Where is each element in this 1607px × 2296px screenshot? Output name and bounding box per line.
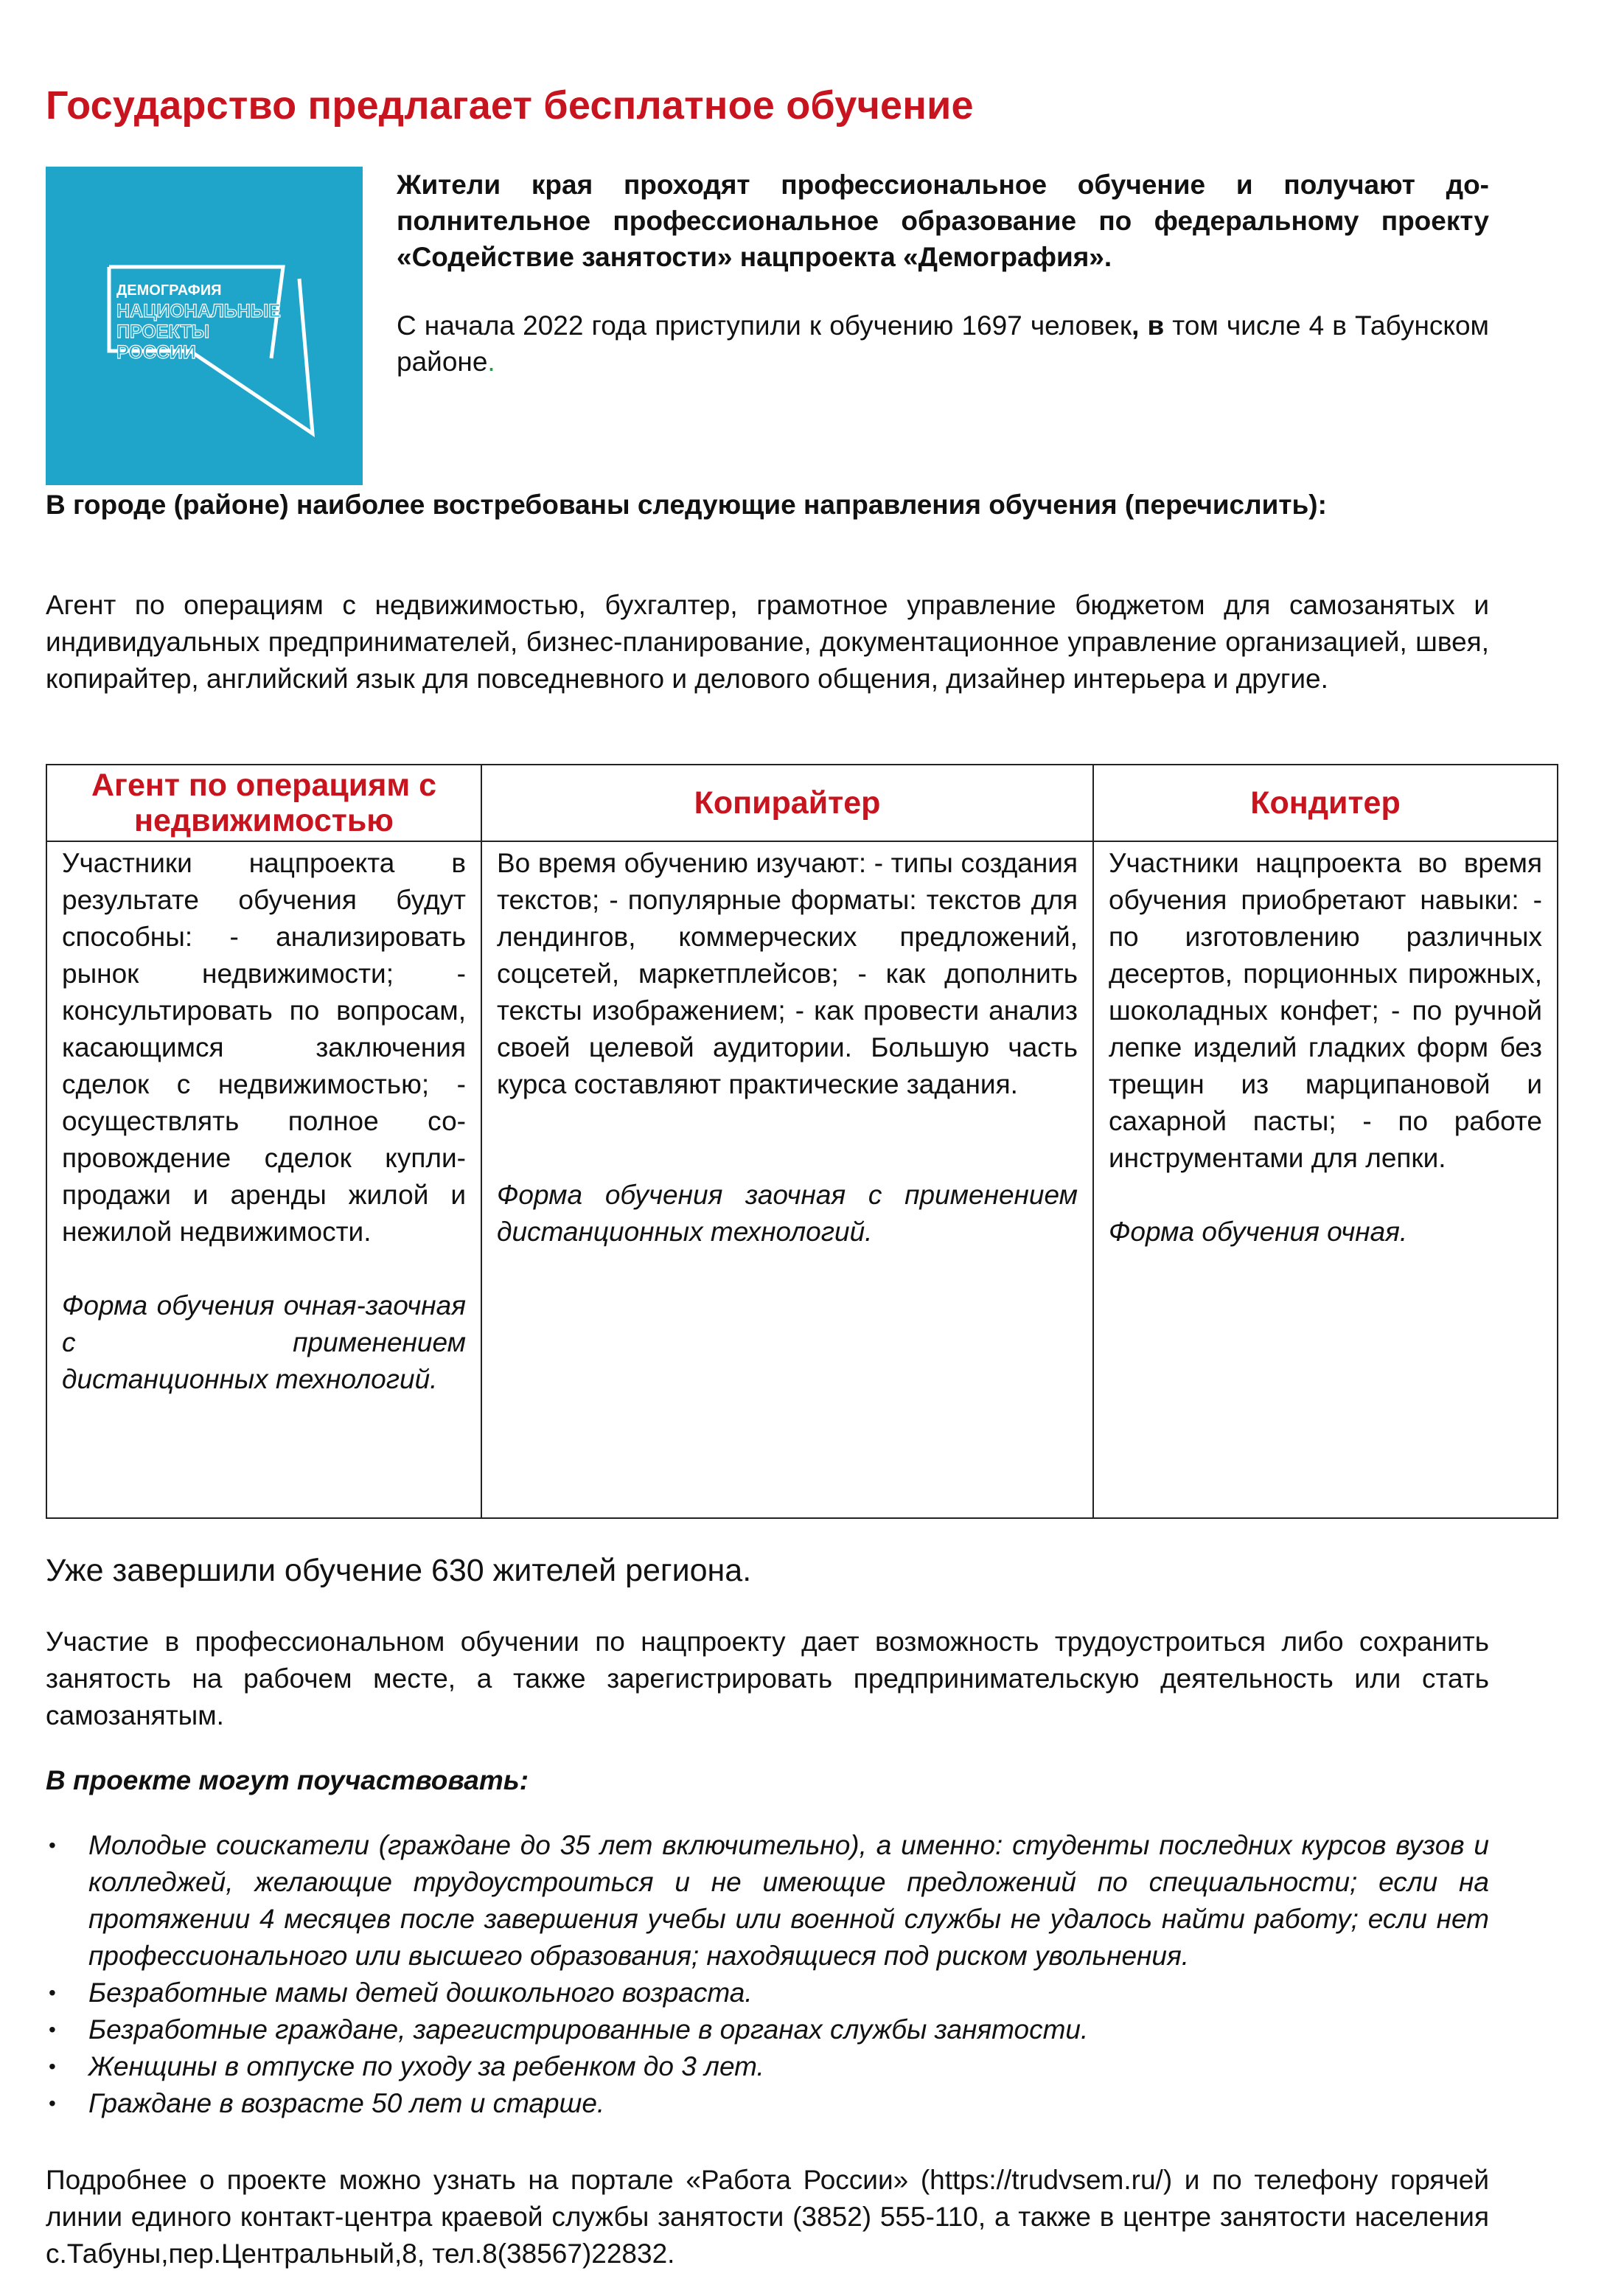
list-item-text: Женщины в отпуске по уходу за ребенком до 3 лет.	[88, 2051, 764, 2081]
bullet-icon: •	[49, 2018, 56, 2041]
cell-confectioner	[1093, 841, 1558, 1518]
benefit-paragraph: Участие в профессиональном обучении по нацпроекту дает возможность трудоустроиться либо сохранить занятость на рабочем месте, а также зарегистрировать предпринимательскую деятельность или стать самозанятым.	[46, 1627, 1489, 1730]
bullet-icon: •	[49, 2055, 56, 2078]
logo-line-1: НАЦИОНАЛЬНЫЕ	[116, 301, 281, 321]
cell-copywriter	[481, 841, 1093, 1518]
list-item-text: Граждане в возрасте 50 лет и старше.	[88, 2088, 605, 2118]
directions-heading: В городе (районе) наиболее востребованы следующие направления обучения (перечислить):	[46, 490, 1327, 520]
table-header-row	[46, 765, 1558, 841]
copywriter-description: Во время обучению изучают: - типы создания текстов; - популярные форматы: текстов для лендингов, коммерческих предложений, соцсетей, маркетплейсов; - как дополнить тексты изображением; - как провести анализ своей целевой аудитории. Большую часть курса составляют практические задания.	[497, 848, 1078, 1099]
confectioner-description: Участники нацпроекта во время обучения приобретают навыки: - по изготовлению различных десертов, порционных пирожных, шоколадных конфет; - по ручной лепке изделий гладких форм без трещин из марципановой и сахарной пасты; - по работе инструментами для лепки.	[1109, 848, 1542, 1173]
header-copywriter: Копирайтер	[481, 765, 1093, 841]
intro-block	[397, 167, 1489, 412]
list-item-text: Молодые соискатели (граждане до 35 лет включительно), а именно: студенты последних курсов вузов и колледжей, желающие трудоустроиться и не имеющие предложений по специальности; если на протяжении 4 месяцев после завершения учебы или военной службы не удалось найти работу; если нет профессионального или высшего образования; находящиеся под риском увольнения.	[88, 1830, 1489, 1971]
logo-small-text: ДЕМОГРАФИЯ	[116, 282, 222, 299]
intro-stats	[397, 307, 1489, 380]
completed-count: Уже завершили обучение 630 жителей региона.	[46, 1553, 752, 1588]
national-projects-logo	[46, 167, 363, 485]
bullet-icon: •	[49, 2092, 56, 2115]
list-item	[46, 1975, 1489, 2011]
cell-realty-agent	[46, 841, 481, 1518]
realty-agent-form: Форма обучения очная-заочная с применением дистанционных технологий.	[62, 1290, 466, 1394]
table-body-row	[46, 841, 1558, 1518]
courses-table	[46, 764, 1558, 1519]
page-title: Государство предлагает бесплатное обучение	[46, 83, 974, 128]
list-item	[46, 2011, 1489, 2048]
logo-line-2: ПРОЕКТЫ	[116, 321, 210, 342]
list-item	[46, 1827, 1489, 1975]
intro-stats-rest: том числе 4 в Табунском районе	[397, 310, 1489, 377]
list-item-text: Безработные граждане, зарегистрированные в органах службы занятости.	[88, 2014, 1089, 2045]
list-item	[46, 2085, 1489, 2122]
participants-list	[46, 1827, 1489, 2122]
intro-stats-bold: , в	[1132, 310, 1165, 341]
contacts-paragraph: Подробнее о проекте можно узнать на портале «Работа России» (https://trudvsem.ru/) и по телефону горячей линии единого контакт-центра краевой службы занятости (3852) 555-110, а также в центре занятости населения с.Табуны,пер.Центральный,8, тел.8(38567)22832.	[46, 2165, 1489, 2269]
intro-lead: Жители края проходят профессиональное обучение и получают дополнительное профессиональное образование по федеральному проекту «Содействие занятости» нацпроекта «Демография».	[397, 170, 1489, 272]
header-confectioner: Кондитер	[1093, 765, 1558, 841]
copywriter-form: Форма обучения заочная с применением дистанционных технологий.	[497, 1180, 1078, 1247]
bullet-icon: •	[49, 1834, 56, 1857]
logo-line-3: РОССИИ	[116, 342, 196, 363]
intro-stats-text: С начала 2022 года приступили к обучению 1697 человек	[397, 310, 1132, 341]
directions-list: Агент по операциям с недвижимостью, бухгалтер, грамотное управление бюджетом для самозанятых и индивидуальных предпринимателей, бизнес-планирование, документационное управление организацией, швея, копирайтер, английский язык для повседневного и делового общения, дизайнер интерьера и другие.	[46, 590, 1489, 694]
list-item	[46, 2048, 1489, 2085]
logo-icon	[46, 167, 363, 485]
intro-stats-dot: .	[487, 347, 495, 377]
confectioner-form: Форма обучения очная.	[1109, 1217, 1408, 1247]
list-item-text: Безработные мамы детей дошкольного возраста.	[88, 1977, 753, 2008]
header-realty-agent: Агент по операциям с недвижимостью	[46, 765, 481, 841]
participants-heading: В проекте могут поучаствовать:	[46, 1765, 529, 1795]
bullet-icon: •	[49, 1981, 56, 2004]
realty-agent-description: Участники нацпроекта в результате обучения будут способны: - анализировать рынок недвижимости; - консультировать по вопросам, касающимся заключения сделок с недвижимостью; - осуществлять полное сопровождение сделок купли-продажи и аренды жилой и нежилой недвижимости.	[62, 848, 466, 1247]
